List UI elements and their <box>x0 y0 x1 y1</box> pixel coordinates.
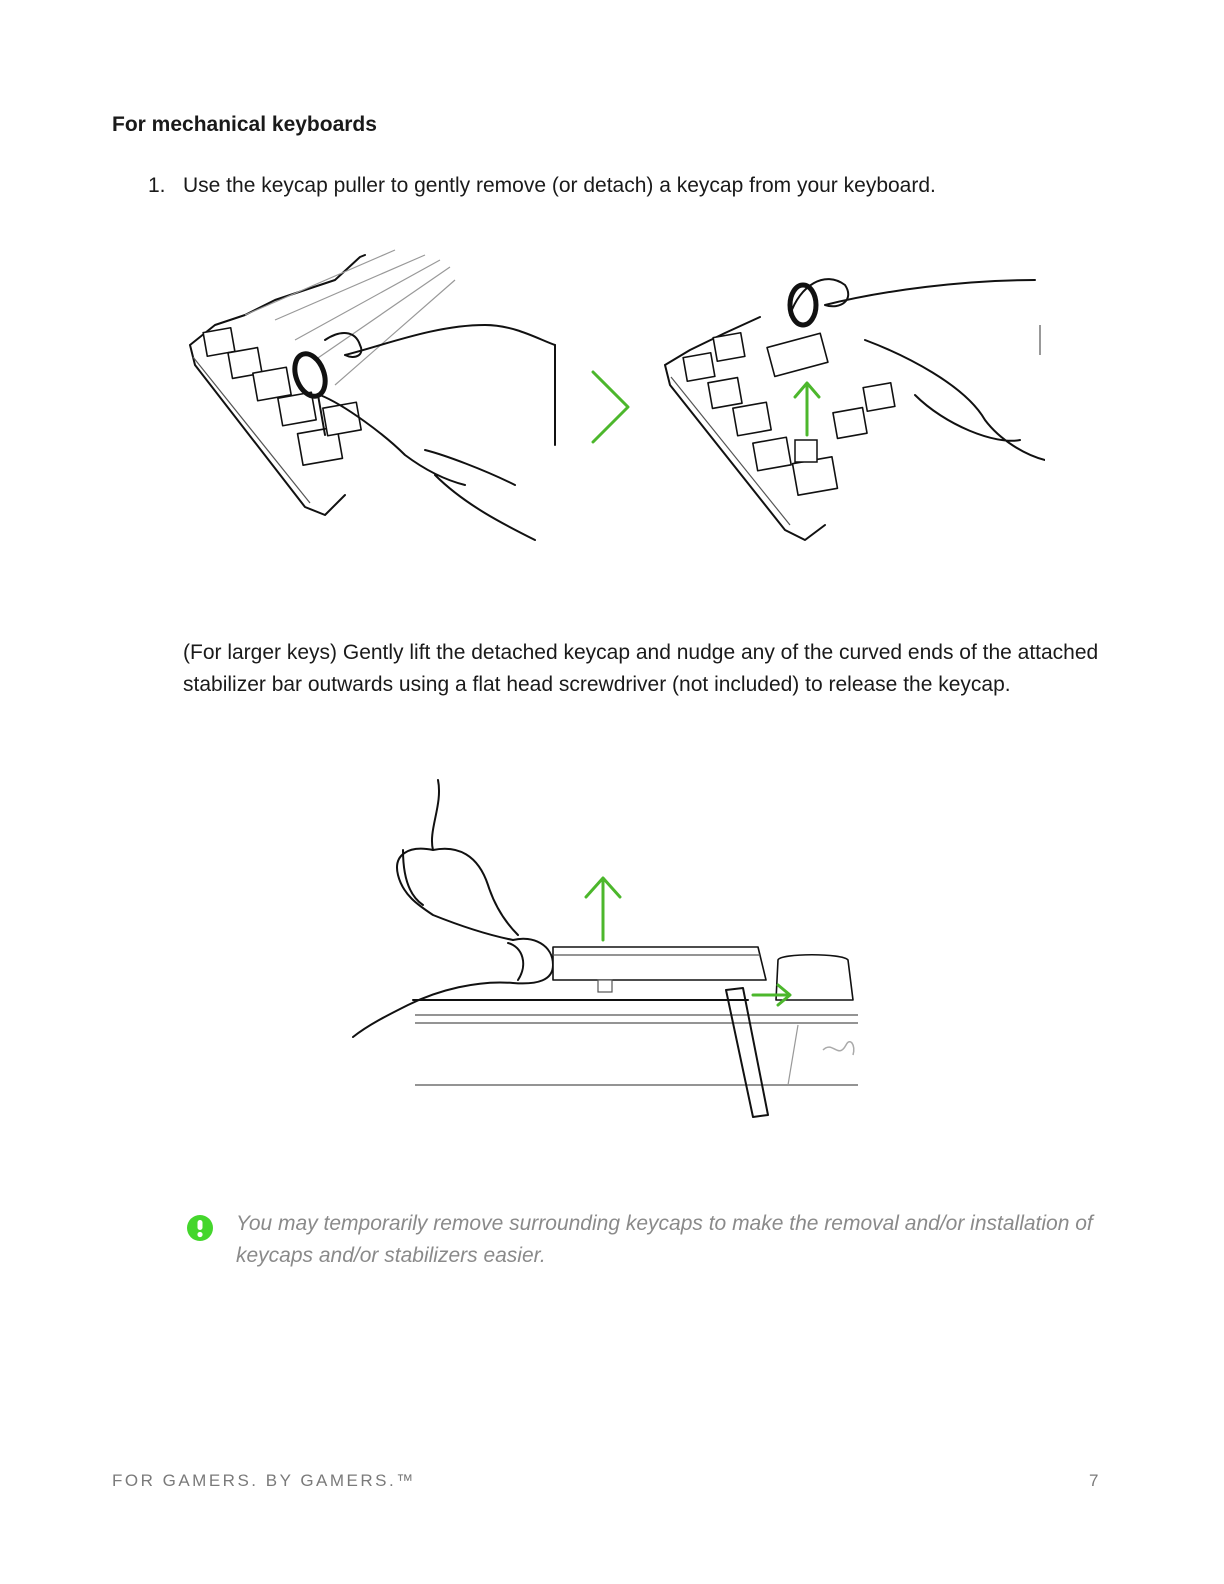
keycap-puller-illustration <box>185 245 1045 545</box>
next-chevron-icon <box>593 372 628 442</box>
step-number: 1. <box>148 174 166 197</box>
stabilizer-removal-illustration <box>348 775 868 1125</box>
keyboard-right-drawing <box>665 279 1045 540</box>
note-text: You may temporarily remove surrounding keycaps to make the removal and/or installation of keycaps and/or stabilizers easier. <box>236 1212 1093 1267</box>
note <box>186 1208 1096 1272</box>
step-text: Use the keycap puller to gently remove (or detach) a keycap from your keyboard. <box>183 174 936 197</box>
page-number: 7 <box>1089 1471 1099 1490</box>
exclamation-icon <box>186 1214 214 1242</box>
step-1 <box>148 174 936 198</box>
keyboard-left-drawing <box>190 250 555 540</box>
larger-keys-paragraph: (For larger keys) Gently lift the detached keycap and nudge any of the curved ends of the attached stabilizer bar outwards using a flat head screwdriver (not included) to release the keycap. <box>183 641 1099 696</box>
section-title: For mechanical keyboards <box>112 113 377 136</box>
footer-tagline: FOR GAMERS. BY GAMERS.™ <box>112 1471 416 1490</box>
